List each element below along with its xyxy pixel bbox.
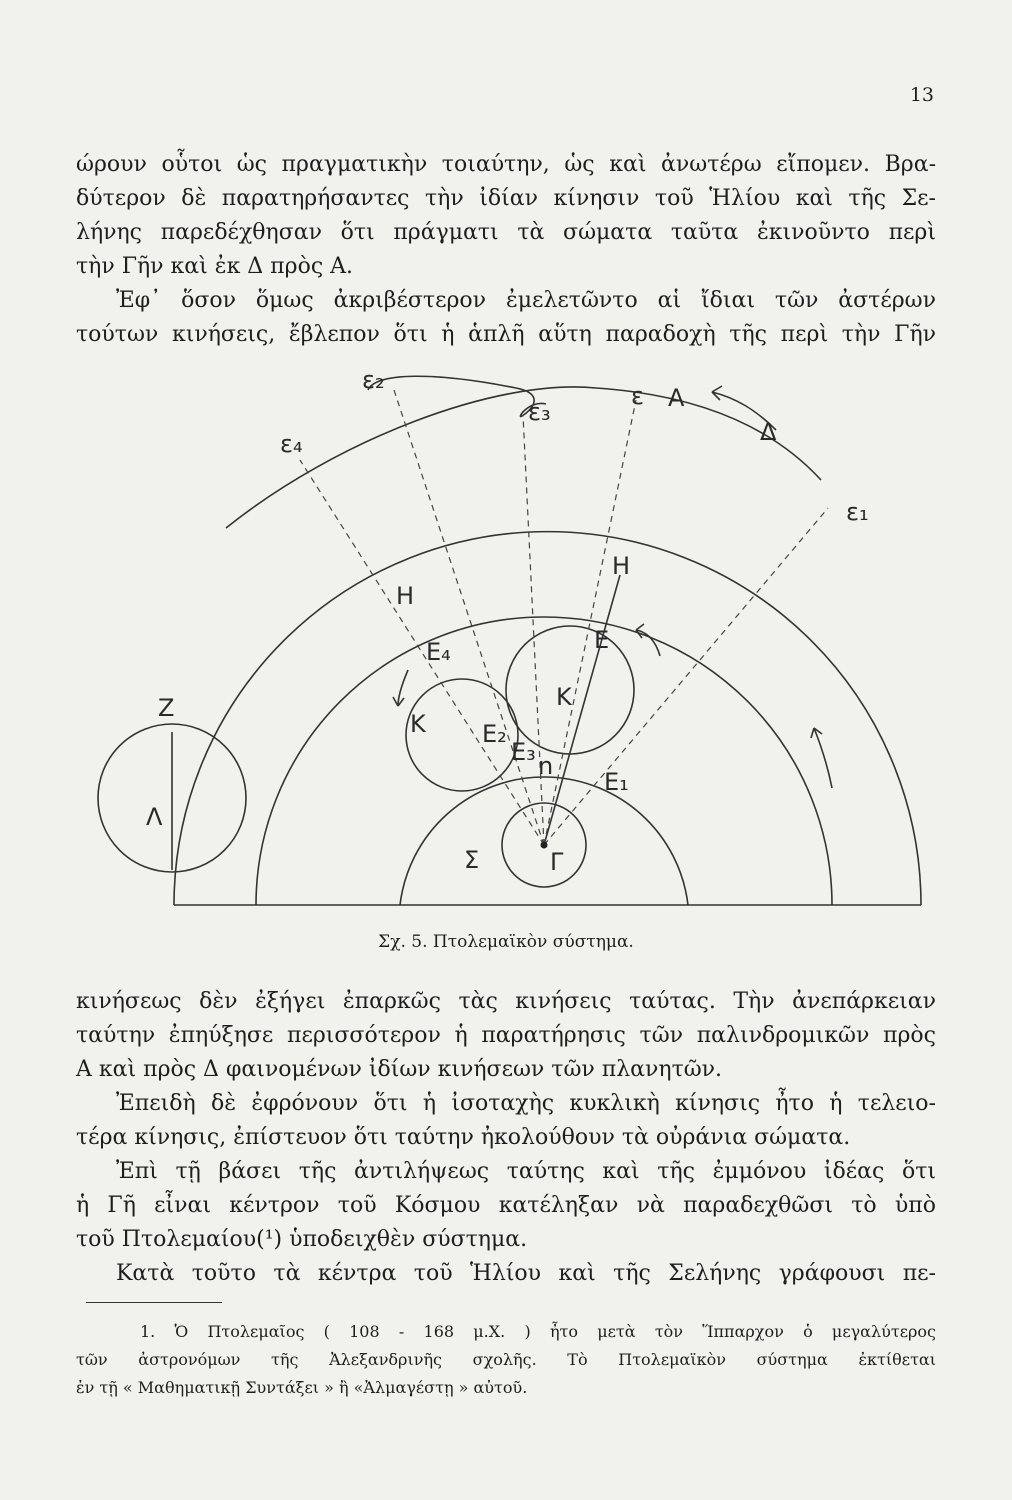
- label-sigma: Σ: [464, 846, 480, 874]
- upper-paragraph: [76, 148, 936, 352]
- label-H-left: H: [396, 582, 415, 610]
- label-A: A: [668, 384, 685, 412]
- text-line: τὴν Γῆν καὶ ἐκ Δ πρὸς Α.: [76, 254, 354, 279]
- text-line: Κατὰ τοῦτο τὰ κέντρα τοῦ Ἡλίου καὶ τῆς Σελήνης γράφουσι πε-: [116, 1261, 936, 1286]
- text-line: Ἐπειδὴ δὲ ἐφρόνουν ὅτι ἡ ἰσοταχὴς κυκλικὴ κίνησις ἦτο ἡ τελειο-: [116, 1091, 936, 1116]
- text-line: Ἐπὶ τῇ βάσει τῆς ἀντιλήψεως ταύτης καὶ τῆς ἐμμόνου ἰδέας ὅτι: [116, 1159, 936, 1184]
- footnote-line: 1. Ὁ Πτολεμαῖος ( 108 - 168 μ.Χ. ) ἦτο μετὰ τὸν Ἵππαρχον ὁ μεγαλύτερος: [140, 1322, 936, 1341]
- label-E4: E₄: [426, 638, 451, 666]
- label-gamma: Γ: [550, 848, 564, 876]
- label-E1: E₁: [604, 768, 629, 796]
- text-line: τούτων κινήσεις, ἔβλεπον ὅτι ἡ ἁπλῆ αὕτη παραδοχὴ τῆς περὶ τὴν Γῆν: [76, 322, 936, 347]
- label-delta: Δ: [760, 418, 777, 446]
- outer-orbit: [174, 532, 921, 905]
- label-H-right: H: [612, 552, 631, 580]
- label-E-upper: E: [594, 626, 610, 654]
- ptolemaic-system-figure: [76, 360, 946, 920]
- text-line: λήνης παρεδέχθησαν ὅτι πράγματι τὰ σώματα ταῦτα ἐκινοῦντο περὶ: [76, 220, 936, 245]
- page-number: 13: [909, 84, 934, 106]
- text-line: κινήσεως δὲν ἐξήγει ἐπαρκῶς τὰς κινήσεις ταύτας. Τὴν ἀνεπάρκειαν: [76, 989, 936, 1014]
- label-lambda: Λ: [146, 803, 163, 831]
- label-E2: E₂: [482, 720, 507, 748]
- ray-e3: [523, 415, 544, 845]
- label-n: n: [538, 752, 554, 780]
- label-e4: ε₄: [280, 430, 303, 458]
- text-line: τέρα κίνησις, ἐπίστευον ὅτι ταύτην ἠκολούθουν τὰ οὐράνια σώματα.: [76, 1125, 851, 1150]
- text-line: ταύτην ἐπηύξησε περισσότερον ἡ παρατήρησις τῶν παλινδρομικῶν πρὸς: [76, 1023, 936, 1048]
- text-line: Α καὶ πρὸς Δ φαινομένων ἰδίων κινήσεων τῶν πλανητῶν.: [76, 1057, 723, 1082]
- footnote-line: ἐν τῇ « Μαθηματικῇ Συντάξει » ἢ «Ἀλμαγέστῃ » αὐτοῦ.: [76, 1378, 528, 1397]
- arrow-right: [814, 728, 832, 788]
- ecliptic-arc: [226, 387, 821, 528]
- ray-e4: [300, 460, 544, 845]
- label-K-left: K: [410, 710, 426, 738]
- footnote-rule: [86, 1302, 222, 1303]
- label-E3: E₃: [511, 738, 536, 766]
- figure-svg: [76, 360, 946, 920]
- label-Z: Z: [158, 694, 175, 722]
- center-dot: [541, 842, 548, 849]
- text-line: ἡ Γῆ εἶναι κέντρον τοῦ Κόσμου κατέληξαν νὰ παραδεχθῶσι τὸ ὑπὸ: [76, 1193, 936, 1218]
- text-line: Ἐφ᾽ ὅσον ὅμως ἀκριβέστερον ἐμελετῶντο αἱ ἴδιαι τῶν ἀστέρων: [116, 288, 936, 313]
- figure-caption: Σχ. 5. Πτολεμαϊκὸν σύστημα.: [378, 932, 634, 952]
- text-line: ώρουν οὗτοι ὡς πραγματικὴν τοιαύτην, ὡς καὶ ἀνωτέρω εἴπομεν. Βρα-: [76, 152, 936, 177]
- footnote: [76, 1318, 936, 1402]
- label-e3: ε₃: [528, 398, 551, 426]
- lower-paragraph: [76, 985, 936, 1291]
- retrograde-loop: [368, 376, 546, 416]
- text-line: τοῦ Πτολεμαίου(¹) ὑποδειχθὲν σύστημα.: [76, 1227, 528, 1252]
- label-e1: ε₁: [846, 498, 869, 526]
- label-K-right: K: [556, 683, 572, 711]
- footnote-line: τῶν ἀστρονόμων τῆς Ἀλεξανδρινῆς σχολῆς. Τὸ Πτολεμαϊκὸν σύστημα ἐκτίθεται: [76, 1350, 936, 1369]
- label-e2: ε₂: [362, 366, 385, 394]
- text-line: δύτερον δὲ παρατηρήσαντες τὴν ἰδίαν κίνησιν τοῦ Ἡλίου καὶ τῆς Σε-: [76, 186, 936, 211]
- label-e: ε: [631, 382, 644, 410]
